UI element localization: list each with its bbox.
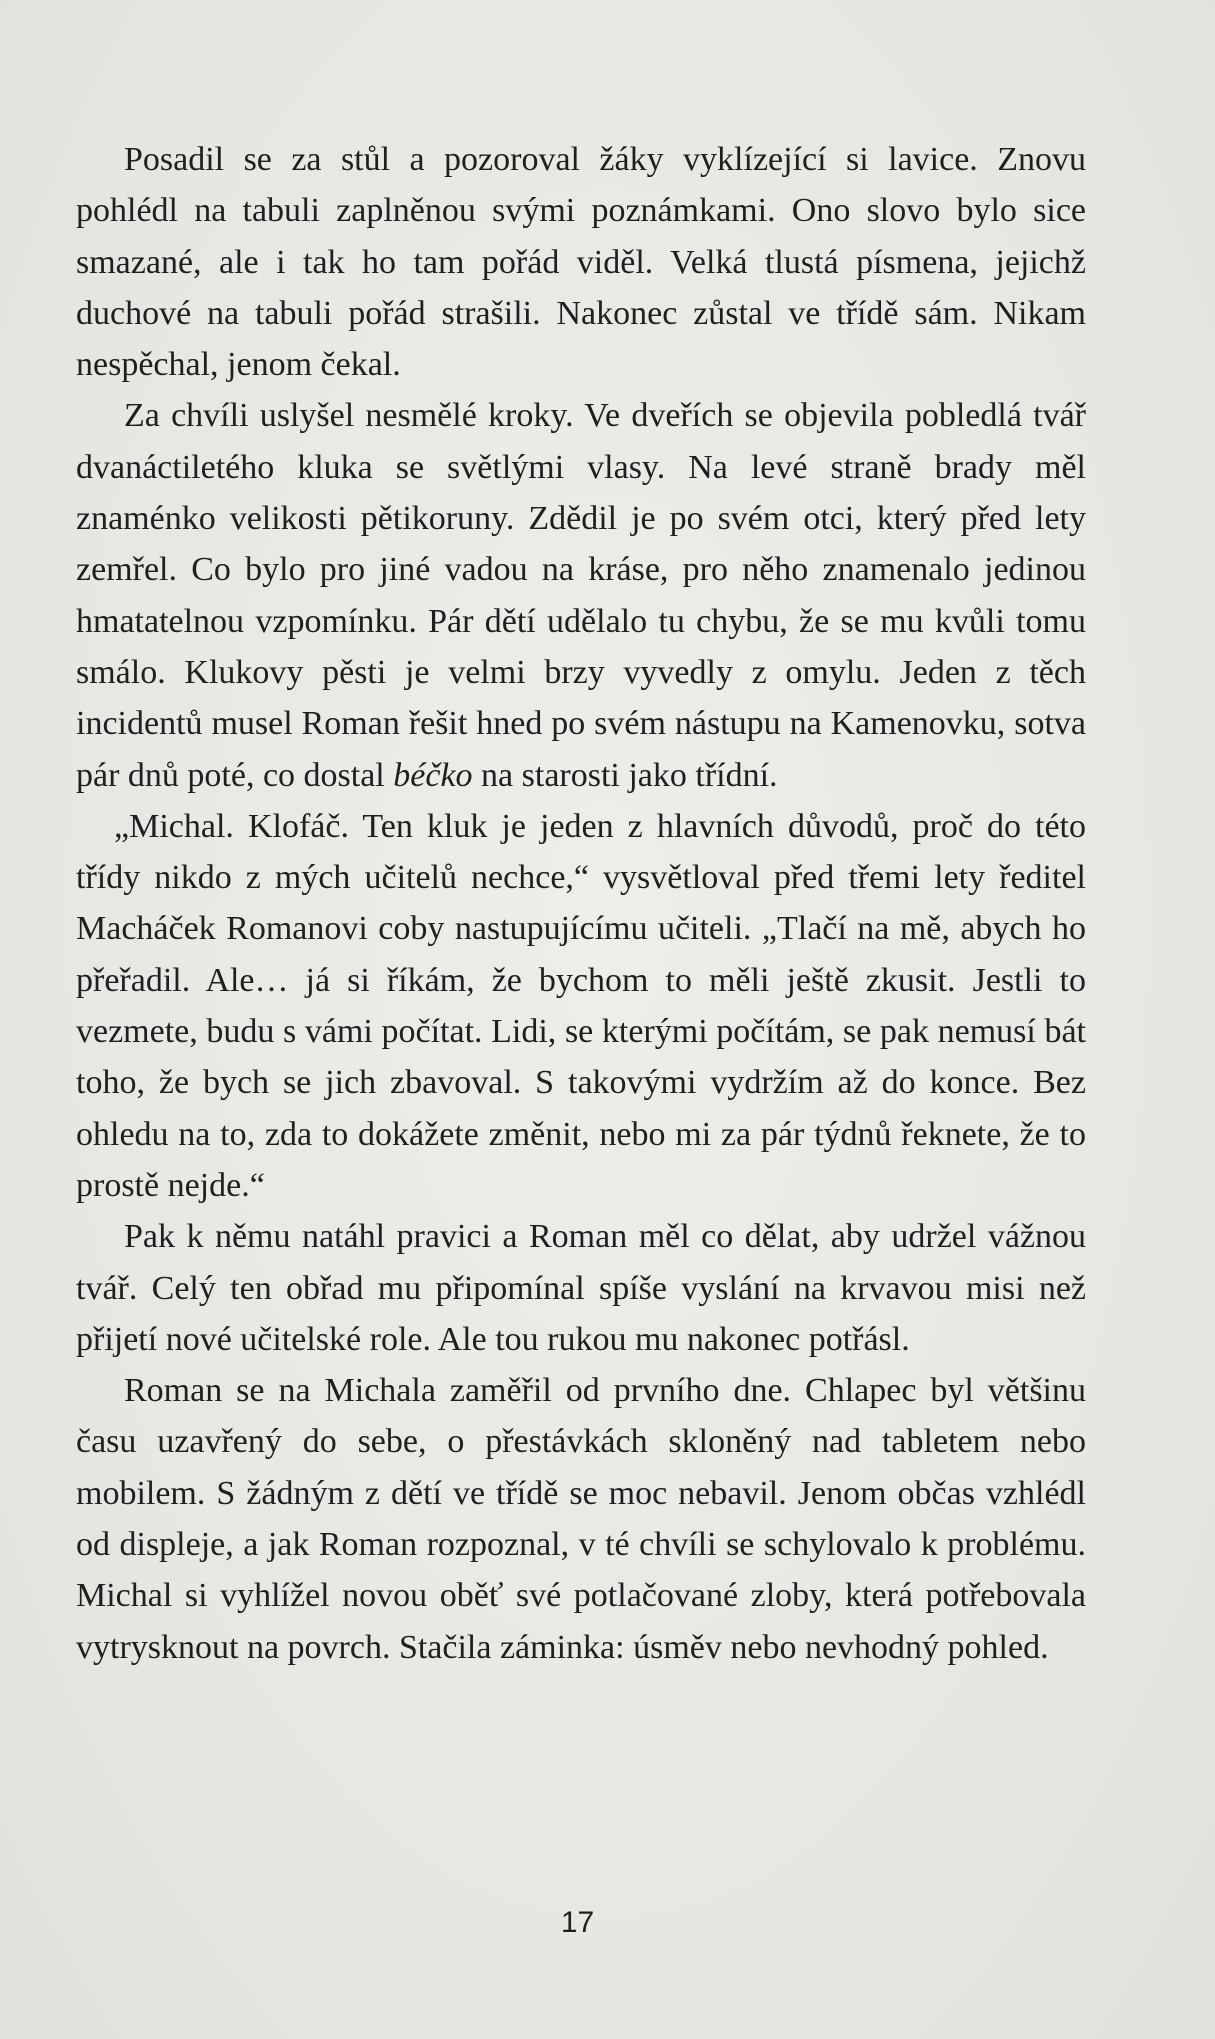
italic-word: béčko [393, 756, 473, 794]
paragraph-1: Posadil se za stůl a pozoroval žáky vyklízející si lavice. Znovu pohlédl na tabuli zaplněnou svými poznámkami. Ono slovo bylo sice smazané, ale i tak ho tam pořád viděl. Velká tlustá písmena, jejichž duchové na tabuli pořád strašili. Nakonec zůstal ve třídě sám. Nikam nespěchal, jenom čekal. [76, 141, 1086, 384]
body-text [76, 134, 1086, 1673]
paragraph-4: Pak k němu natáhl pravici a Roman měl co dělat, aby udržel vážnou tvář. Celý ten obřad mu připomínal spíše vyslání na krvavou misi než přijetí nové učitelské role. Ale tou rukou mu nakonec potřásl. [76, 1218, 1086, 1358]
paragraph-3: „Michal. Klofáč. Ten kluk je jeden z hlavních důvodů, proč do této třídy nikdo z mých učitelů nechce,“ vysvětloval před třemi lety ředitel Macháček Romanovi coby nastupujícímu učiteli. „Tlačí na mě, abych ho přeřadil. Ale… já si říkám, že bychom to měli ještě zkusit. Jestli to vezmete, budu s vámi počítat. Lidi, se kterými počítám, se pak nemusí bát toho, že bych se jich zbavoval. S takovými vydržím až do konce. Bez ohledu na to, zda to dokážete změnit, nebo mi za pár týdnů řeknete, že to prostě nejde.“ [76, 807, 1086, 1204]
paragraph-2: Za chvíli uslyšel nesmělé kroky. Ve dveřích se objevila pobledlá tvář dvanáctiletého kluka se světlými vlasy. Na levé straně brady měl znaménko velikosti pětikoruny. Zdědil je po svém otci, který před lety zemřel. Co bylo pro jiné vadou na kráse, pro něho znamenalo jedinou hmatatelnou vzpomínku. Pár dětí udělalo tu chybu, že se mu kvůli tomu smálo. Klukovy pěsti je velmi brzy vyvedly z omylu. Jeden z těch incidentů musel Roman řešit hned po svém nástupu na Kamenovku, sotva pár dnů poté, co dostal béčko na starosti jako třídní. [76, 397, 1086, 794]
paragraph-5: Roman se na Michala zaměřil od prvního dne. Chlapec byl většinu času uzavřený do sebe, o přestávkách skloněný nad tabletem nebo mobilem. S žádným z dětí ve třídě se moc nebavil. Jenom občas vzhlédl od displeje, a jak Roman rozpoznal, v té chvíli se schylovalo k problému. Michal si vyhlížel novou oběť své potlačované zloby, která potřebovala vytrysknout na povrch. Stačila záminka: úsměv nebo nevhodný pohled. [76, 1372, 1086, 1666]
page-number: 17 [560, 1906, 595, 1939]
